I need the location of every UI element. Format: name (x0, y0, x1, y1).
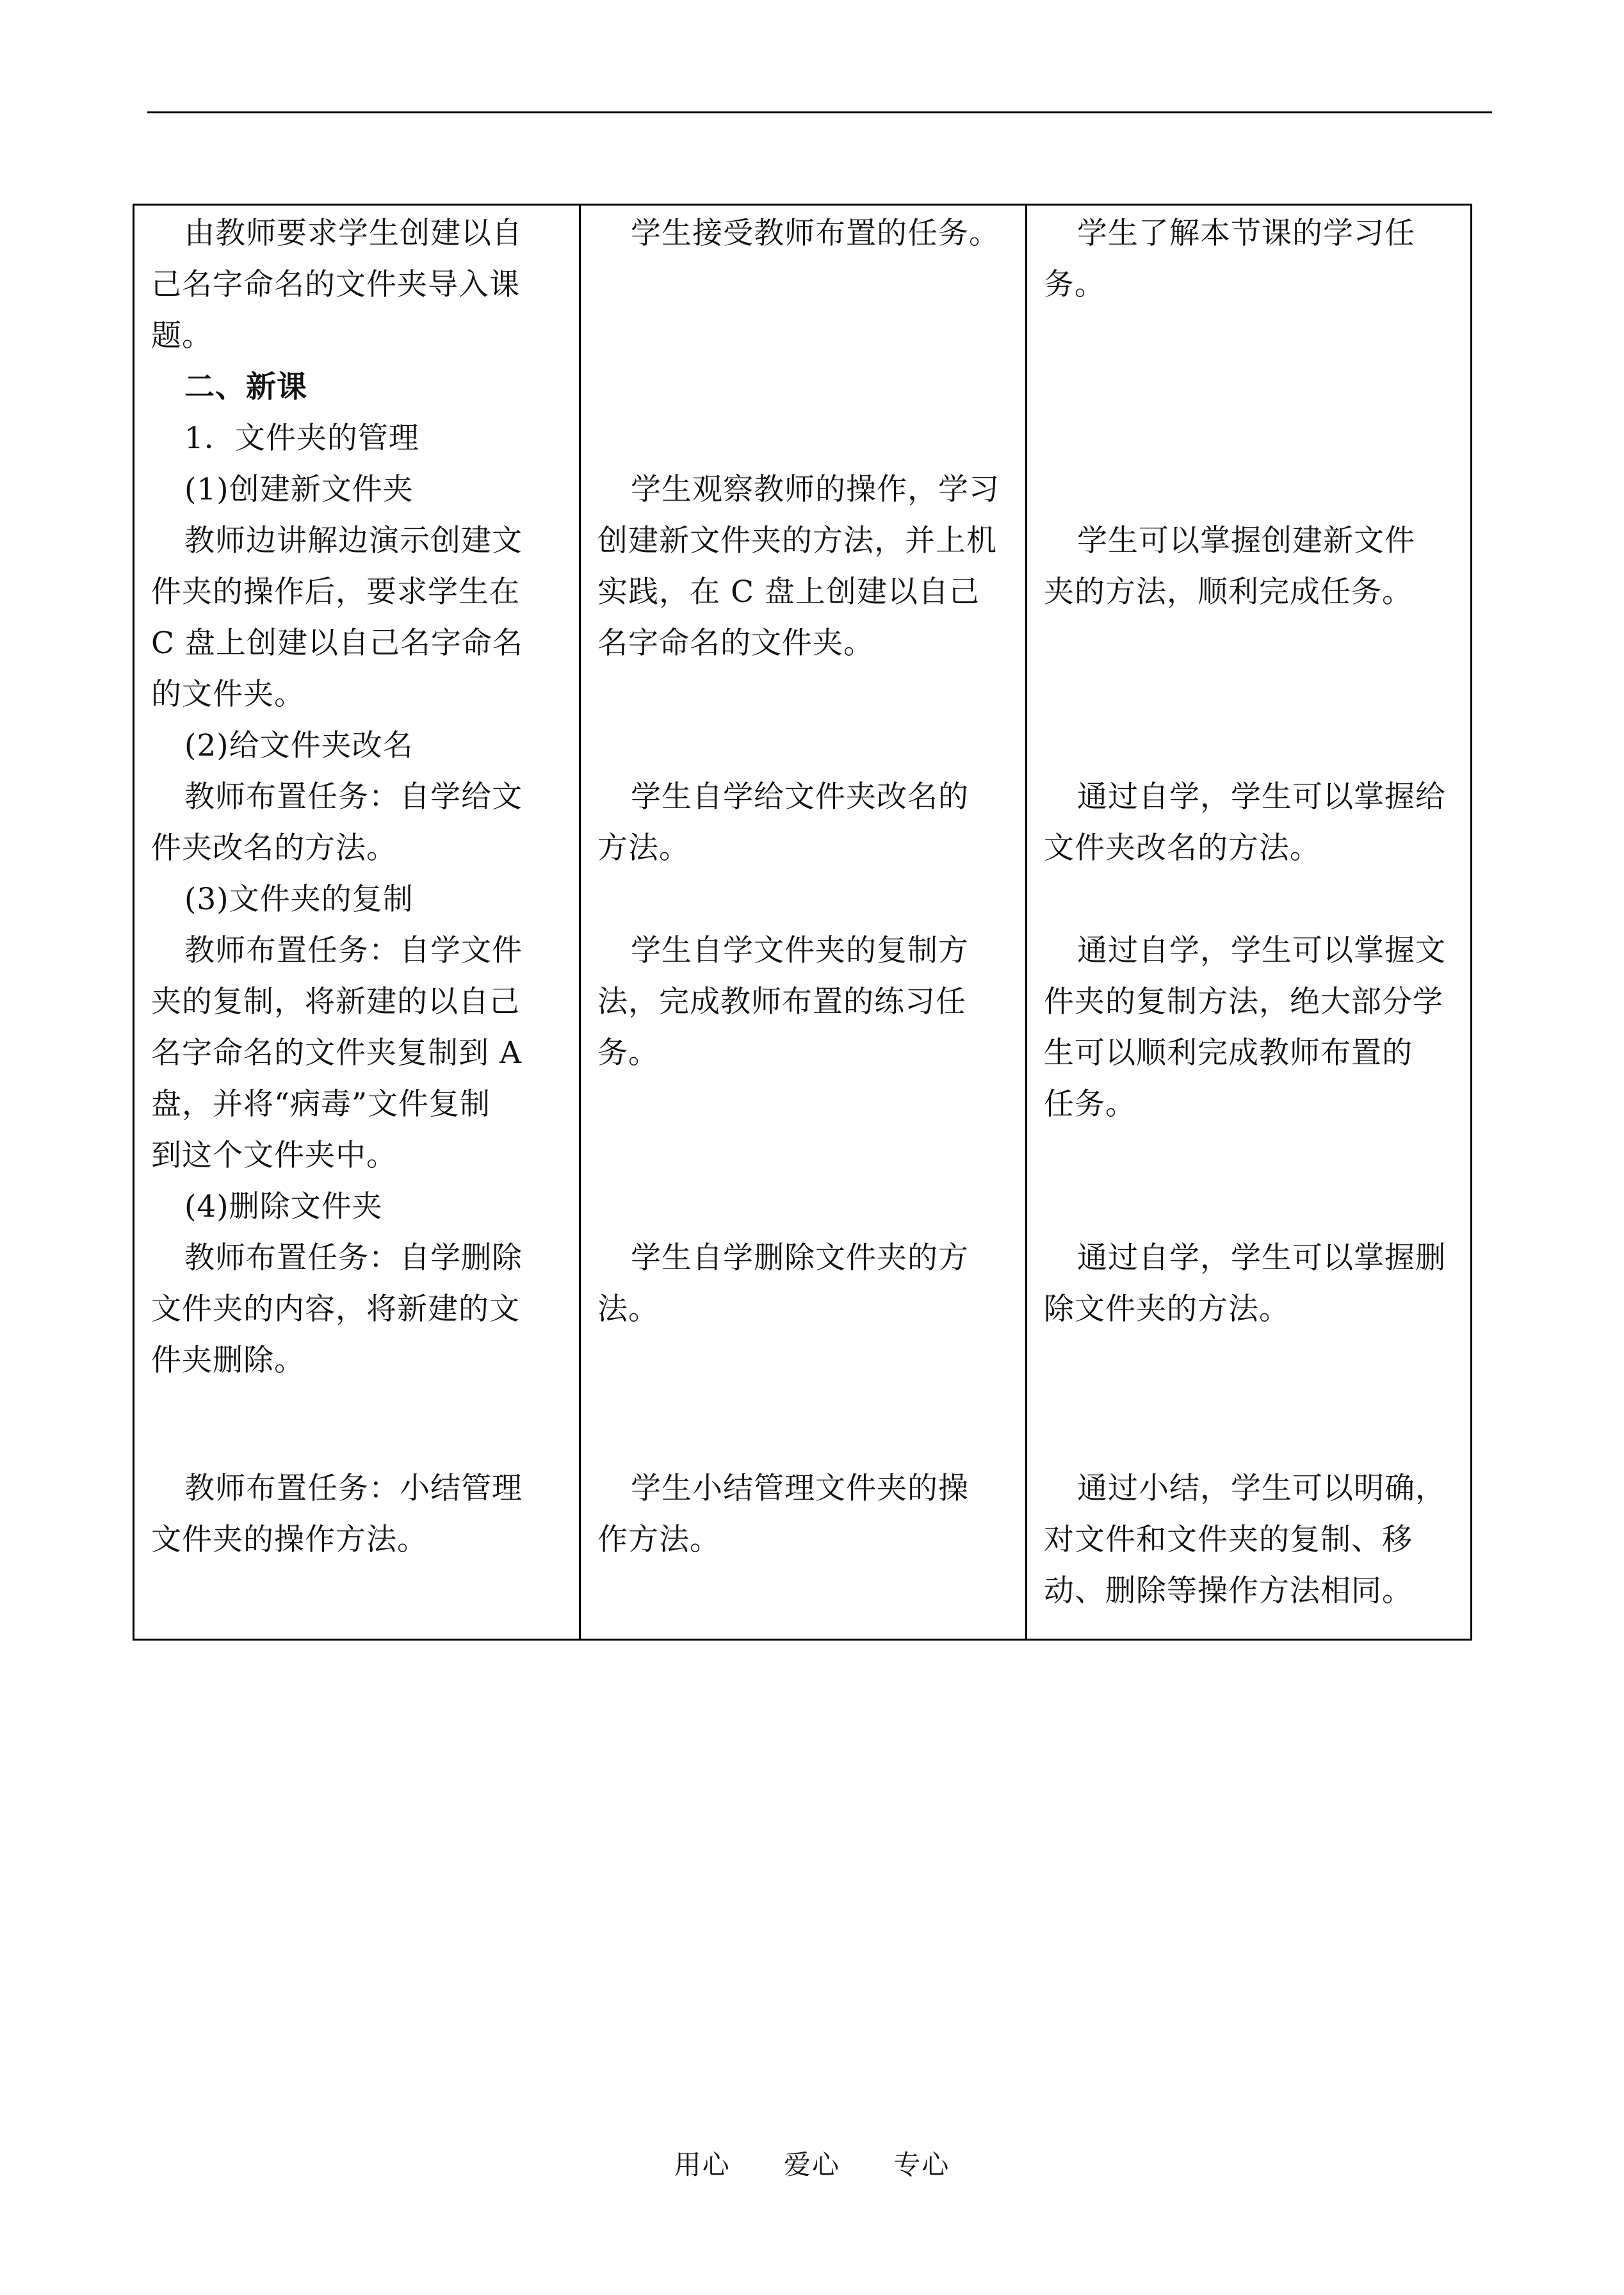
col3-item2: 通过自学，学生可以掌握给 文件夹改名的方法。 (1044, 779, 1446, 866)
col3-item3: 通过自学，学生可以掌握文 件夹的复制方法，绝大部分学 生可以顺利完成教师布置的 任务。 (1044, 933, 1446, 1122)
footer-word: 用心 (674, 2149, 731, 2180)
outcome-column (1027, 206, 1470, 1639)
col3-item1: 学生可以掌握创建新文件 夹的方法，顺利完成任务。 (1044, 523, 1415, 610)
col3-summary: 通过小结，学生可以明确， 对文件和文件夹的复制、移 动、删除等操作方法相同。 (1044, 1471, 1446, 1609)
lesson-table (133, 204, 1472, 1641)
col2-item3: 学生自学文件夹的复制方 法，完成教师布置的练习任 务。 (597, 933, 969, 1071)
teacher-activity-column (134, 206, 581, 1639)
page-footer (0, 2144, 1624, 2182)
footer-word: 专心 (893, 2149, 950, 2180)
col3-item4: 通过自学，学生可以掌握删 除文件夹的方法。 (1044, 1240, 1446, 1327)
footer-word: 爱心 (783, 2149, 840, 2180)
col2-intro: 学生接受教师布置的任务。 (631, 216, 1000, 251)
col2-summary: 学生小结管理文件夹的操 作方法。 (597, 1471, 969, 1557)
header-rule (147, 111, 1492, 113)
col3-intro: 学生了解本节课的学习任 务。 (1044, 216, 1415, 302)
col2-item4: 学生自学删除文件夹的方 法。 (597, 1240, 969, 1327)
col1-intro: 由教师要求学生创建以自 己名字命名的文件夹导入课 题。 二、新课 1．文件夹的管理 (1)创建新文件夹 教师边讲解边演示创建文 件夹的操作后，要求学生在 C 盘上创建以自己名字命名 的文件夹。 (2)给文件夹改名 教师布置任务：自学给文 件夹改名的方法。 (3)文件夹的复制 教师布置任务：自学文件 夹的复制，将新建的以自己 名字命名的文件夹复制到 A 盘，并将“病毒”文件复制 到这个文件夹中。 (4)删除文件夹 教师布置任务：自学删除 文件夹的内容，将新建的文 件夹删除。 (151, 208, 562, 1386)
item3-heading: (3)文件夹的复制 (184, 882, 414, 917)
col2-item1: 学生观察教师的操作，学习 创建新文件夹的方法，并上机 实践，在 C 盘上创建以自己 名字命名的文件夹。 (597, 472, 1000, 661)
col2-item2: 学生自学给文件夹改名的 方法。 (597, 779, 969, 866)
item2-heading: (2)给文件夹改名 (184, 728, 414, 763)
section-heading: 二、新课 (184, 369, 307, 405)
item4-heading: (4)删除文件夹 (184, 1189, 383, 1224)
col1-summary: 教师布置任务：小结管理 文件夹的操作方法。 (151, 1471, 523, 1557)
item1-heading: (1)创建新文件夹 (184, 472, 414, 507)
student-activity-column (581, 206, 1027, 1639)
subsection-heading: 1．文件夹的管理 (184, 421, 419, 456)
